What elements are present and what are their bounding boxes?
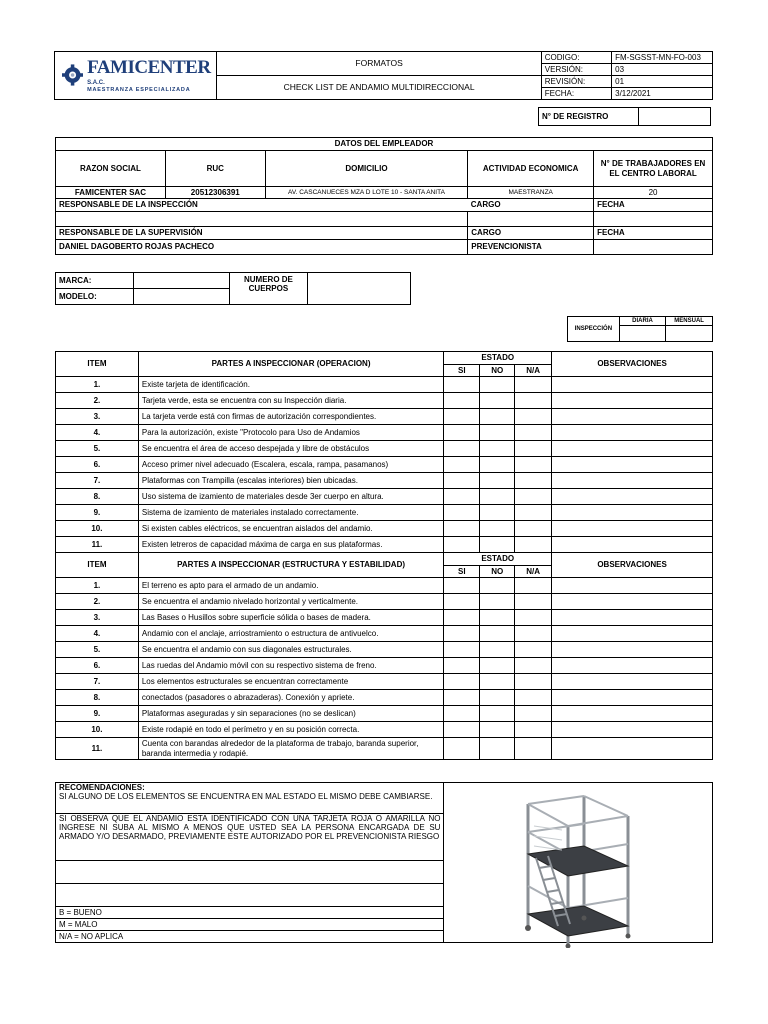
company-logo-cell bbox=[55, 52, 217, 100]
resp-inspeccion-field[interactable] bbox=[56, 212, 468, 227]
estado-si-cell[interactable] bbox=[444, 505, 480, 521]
codigo-label: CODIGO: bbox=[541, 52, 611, 64]
estado-no-cell[interactable] bbox=[480, 425, 515, 441]
item-number: 5. bbox=[56, 642, 139, 658]
registro-table bbox=[538, 107, 711, 126]
observaciones-cell[interactable] bbox=[552, 489, 713, 505]
page-title: CHECK LIST DE ANDAMIO MULTIDIRECCIONAL bbox=[217, 76, 541, 100]
item-description: Plataformas con Trampilla (escalas interiores) bien ubicadas. bbox=[138, 473, 443, 489]
checklist-row bbox=[56, 489, 713, 505]
estado-na-cell[interactable] bbox=[515, 738, 552, 760]
legend-bueno: B = BUENO bbox=[56, 907, 444, 919]
checklist-row bbox=[56, 409, 713, 425]
item-number: 8. bbox=[56, 489, 139, 505]
item-description: Sistema de izamiento de materiales instalado correctamente. bbox=[138, 505, 443, 521]
observaciones-cell[interactable] bbox=[552, 706, 713, 722]
observaciones-header: OBSERVACIONES bbox=[552, 553, 713, 578]
fecha-label-1: FECHA bbox=[594, 199, 713, 212]
item-header: ITEM bbox=[56, 553, 139, 578]
fecha-label: FECHA: bbox=[541, 88, 611, 100]
estado-na-cell[interactable] bbox=[515, 578, 552, 594]
company-logo-suffix: S.A.C. bbox=[87, 79, 105, 86]
legend-malo: M = MALO bbox=[56, 919, 444, 931]
item-number: 11. bbox=[56, 537, 139, 553]
estado-na-cell[interactable] bbox=[515, 706, 552, 722]
revision-label: REVISIÓN: bbox=[541, 76, 611, 88]
parts-header-estructura: PARTES A INSPECCIONAR (ESTRUCTURA Y ESTABILIDAD) bbox=[138, 553, 443, 578]
observaciones-cell[interactable] bbox=[552, 738, 713, 760]
item-description: Para la autorización, existe "Protocolo para Uso de Andamios bbox=[138, 425, 443, 441]
inspection-type-table bbox=[567, 316, 713, 342]
estado-no-cell[interactable] bbox=[480, 690, 515, 706]
fecha-field-1[interactable] bbox=[594, 212, 713, 227]
recommendations-text-2: SI OBSERVA QUE EL ANDAMIO ESTA IDENTIFICADO CON UNA TARJETA ROJA O AMARILLA NO INGRESE NI SUBA AL MISMO A MENOS QUE USTED SEA LA PERSONA ENCARGADA DE SU ARMADO Y/O DESARMADO, PREVIAMENTE ESTE AUTORIZADO POR EL PREVENCIONISTA RIESGO bbox=[56, 814, 444, 861]
estado-no-cell[interactable] bbox=[480, 409, 515, 425]
estado-no-cell[interactable] bbox=[480, 594, 515, 610]
item-number: 3. bbox=[56, 610, 139, 626]
observaciones-cell[interactable] bbox=[552, 425, 713, 441]
estado-si-cell[interactable] bbox=[444, 738, 480, 760]
item-number: 9. bbox=[56, 706, 139, 722]
estado-si-cell[interactable] bbox=[444, 610, 480, 626]
item-number: 7. bbox=[56, 674, 139, 690]
ruc-value: 20512306391 bbox=[165, 187, 265, 199]
estado-si-cell[interactable] bbox=[444, 393, 480, 409]
parts-header-operacion: PARTES A INSPECCIONAR (OPERACION) bbox=[138, 352, 443, 377]
actividad-value: MAESTRANZA bbox=[468, 187, 594, 199]
estado-no-cell[interactable] bbox=[480, 706, 515, 722]
resp-supervision-label: RESPONSABLE DE LA SUPERVISIÓN bbox=[56, 227, 468, 240]
notes-field[interactable] bbox=[56, 884, 444, 907]
checklist-row bbox=[56, 706, 713, 722]
revision-value: 01 bbox=[612, 76, 713, 88]
observaciones-cell[interactable] bbox=[552, 473, 713, 489]
company-logo-subtitle: MAESTRANZA ESPECIALIZADA bbox=[87, 86, 191, 93]
estado-na-cell[interactable] bbox=[515, 409, 552, 425]
observaciones-cell[interactable] bbox=[552, 377, 713, 393]
checklist-row bbox=[56, 505, 713, 521]
estado-si-cell[interactable] bbox=[444, 457, 480, 473]
observaciones-cell[interactable] bbox=[552, 642, 713, 658]
item-number: 7. bbox=[56, 473, 139, 489]
version-value: 03 bbox=[612, 64, 713, 76]
item-description: Existen letreros de capacidad máxima de carga en sus plataformas. bbox=[138, 537, 443, 553]
checklist-row bbox=[56, 738, 713, 760]
estado-no-cell[interactable] bbox=[480, 674, 515, 690]
item-description: Existe rodapié en todo el perímetro y en su posición correcta. bbox=[138, 722, 443, 738]
estado-si-cell[interactable] bbox=[444, 594, 480, 610]
company-logo-text: FAMICENTER bbox=[87, 56, 211, 78]
si-header: SI bbox=[444, 365, 480, 377]
item-number: 10. bbox=[56, 521, 139, 537]
gear-icon bbox=[62, 60, 83, 90]
item-number: 9. bbox=[56, 505, 139, 521]
no-header: NO bbox=[480, 365, 515, 377]
estado-si-cell[interactable] bbox=[444, 690, 480, 706]
estado-si-cell[interactable] bbox=[444, 489, 480, 505]
item-description: Tarjeta verde, esta se encuentra con su Inspección diaria. bbox=[138, 393, 443, 409]
inspeccion-label: INSPECCIÓN bbox=[568, 317, 620, 342]
razon-social-value: FAMICENTER SAC bbox=[56, 187, 166, 199]
estado-si-cell[interactable] bbox=[444, 409, 480, 425]
item-number: 11. bbox=[56, 738, 139, 760]
estado-na-cell[interactable] bbox=[515, 425, 552, 441]
estado-si-cell[interactable] bbox=[444, 441, 480, 457]
observaciones-cell[interactable] bbox=[552, 610, 713, 626]
modelo-field[interactable] bbox=[133, 289, 229, 305]
cuerpos-field[interactable] bbox=[308, 273, 411, 305]
estado-no-cell[interactable] bbox=[480, 393, 515, 409]
estado-si-cell[interactable] bbox=[444, 473, 480, 489]
checklist-row bbox=[56, 722, 713, 738]
estado-na-cell[interactable] bbox=[515, 521, 552, 537]
item-description: Se encuentra el área de acceso despejada y libre de obstáculos bbox=[138, 441, 443, 457]
item-number: 4. bbox=[56, 425, 139, 441]
item-number: 3. bbox=[56, 409, 139, 425]
checklist-row bbox=[56, 594, 713, 610]
checklist-row bbox=[56, 521, 713, 537]
estado-no-cell[interactable] bbox=[480, 722, 515, 738]
checklist-row bbox=[56, 537, 713, 553]
observaciones-cell[interactable] bbox=[552, 594, 713, 610]
item-number: 2. bbox=[56, 393, 139, 409]
estado-si-cell[interactable] bbox=[444, 425, 480, 441]
estado-si-cell[interactable] bbox=[444, 377, 480, 393]
estado-si-cell[interactable] bbox=[444, 626, 480, 642]
estado-no-cell[interactable] bbox=[480, 578, 515, 594]
cargo-label-1: CARGO bbox=[468, 199, 594, 212]
estado-si-cell[interactable] bbox=[444, 537, 480, 553]
estado-na-cell[interactable] bbox=[515, 537, 552, 553]
item-description: Los elementos estructurales se encuentran correctamente bbox=[138, 674, 443, 690]
notes-field[interactable] bbox=[56, 861, 444, 884]
marca-label: MARCA: bbox=[56, 273, 134, 289]
observaciones-cell[interactable] bbox=[552, 658, 713, 674]
mensual-label: MENSUAL bbox=[666, 317, 713, 326]
observaciones-cell[interactable] bbox=[552, 626, 713, 642]
checklist-row bbox=[56, 377, 713, 393]
checklist-row bbox=[56, 626, 713, 642]
estado-na-cell[interactable] bbox=[515, 642, 552, 658]
checklist-row bbox=[56, 393, 713, 409]
item-description: conectados (pasadores o abrazaderas). Conexión y apriete. bbox=[138, 690, 443, 706]
item-description: Acceso primer nivel adecuado (Escalera, escala, rampa, pasamanos) bbox=[138, 457, 443, 473]
estado-header: ESTADO bbox=[444, 352, 552, 365]
item-description: Andamio con el anclaje, arriostramiento o estructura de antivuelco. bbox=[138, 626, 443, 642]
estado-header: ESTADO bbox=[444, 553, 552, 566]
item-description: El terreno es apto para el armado de un andamio. bbox=[138, 578, 443, 594]
estado-na-cell[interactable] bbox=[515, 690, 552, 706]
estado-si-cell[interactable] bbox=[444, 674, 480, 690]
domicilio-value: AV. CASCANUECES MZA D LOTE 10 - SANTA ANITA bbox=[265, 187, 468, 199]
modelo-label: MODELO: bbox=[56, 289, 134, 305]
estado-no-cell[interactable] bbox=[480, 610, 515, 626]
form-type-label: FORMATOS bbox=[217, 52, 541, 76]
checklist-table bbox=[55, 351, 713, 760]
item-description: La tarjeta verde está con firmas de autorización correspondientes. bbox=[138, 409, 443, 425]
observaciones-cell[interactable] bbox=[552, 457, 713, 473]
employer-table bbox=[55, 137, 713, 255]
item-description: Se encuentra el andamio nivelado horizontal y verticalmente. bbox=[138, 594, 443, 610]
observaciones-cell[interactable] bbox=[552, 674, 713, 690]
estado-no-cell[interactable] bbox=[480, 377, 515, 393]
fecha-label-2: FECHA bbox=[594, 227, 713, 240]
estado-na-cell[interactable] bbox=[515, 505, 552, 521]
estado-na-cell[interactable] bbox=[515, 473, 552, 489]
recommendations-block bbox=[56, 783, 444, 814]
employer-section-title: DATOS DEL EMPLEADOR bbox=[56, 138, 713, 151]
estado-na-cell[interactable] bbox=[515, 377, 552, 393]
estado-no-cell[interactable] bbox=[480, 738, 515, 760]
estado-no-cell[interactable] bbox=[480, 457, 515, 473]
legend-no-aplica: N/A = NO APLICA bbox=[56, 931, 444, 943]
checklist-row bbox=[56, 642, 713, 658]
estado-si-cell[interactable] bbox=[444, 658, 480, 674]
estado-si-cell[interactable] bbox=[444, 578, 480, 594]
estado-no-cell[interactable] bbox=[480, 626, 515, 642]
checklist-row bbox=[56, 658, 713, 674]
item-number: 1. bbox=[56, 377, 139, 393]
estado-no-cell[interactable] bbox=[480, 441, 515, 457]
observaciones-header: OBSERVACIONES bbox=[552, 352, 713, 377]
version-label: VERSIÓN: bbox=[541, 64, 611, 76]
col-domicilio: DOMICILIO bbox=[265, 151, 468, 187]
codigo-value: FM-SGSST-MN-FO-003 bbox=[612, 52, 713, 64]
supervisor-cargo: PREVENCIONISTA bbox=[468, 240, 594, 255]
item-number: 5. bbox=[56, 441, 139, 457]
item-description: Las Bases o Husillos sobre superficie sólida o bases de madera. bbox=[138, 610, 443, 626]
estado-na-cell[interactable] bbox=[515, 457, 552, 473]
trabajadores-value: 20 bbox=[594, 187, 713, 199]
na-header: N/A bbox=[515, 365, 552, 377]
estado-na-cell[interactable] bbox=[515, 594, 552, 610]
observaciones-cell[interactable] bbox=[552, 578, 713, 594]
na-header: N/A bbox=[515, 566, 552, 578]
observaciones-cell[interactable] bbox=[552, 521, 713, 537]
estado-na-cell[interactable] bbox=[515, 722, 552, 738]
item-description: Plataformas aseguradas y sin separaciones (no se deslican) bbox=[138, 706, 443, 722]
col-ruc: RUC bbox=[165, 151, 265, 187]
estado-si-cell[interactable] bbox=[444, 521, 480, 537]
estado-si-cell[interactable] bbox=[444, 642, 480, 658]
cuerpos-label: NUMERO DE CUERPOS bbox=[229, 273, 308, 305]
item-description: Si existen cables eléctricos, se encuentran aislados del andamio. bbox=[138, 521, 443, 537]
registro-label: N° DE REGISTRO bbox=[539, 108, 639, 126]
fecha-value: 3/12/2021 bbox=[612, 88, 713, 100]
marca-field[interactable] bbox=[133, 273, 229, 289]
resp-inspeccion-label: RESPONSABLE DE LA INSPECCIÓN bbox=[56, 199, 468, 212]
item-number: 6. bbox=[56, 658, 139, 674]
estado-no-cell[interactable] bbox=[480, 658, 515, 674]
diaria-label: DIARIA bbox=[619, 317, 665, 326]
item-number: 6. bbox=[56, 457, 139, 473]
observaciones-cell[interactable] bbox=[552, 505, 713, 521]
estado-na-cell[interactable] bbox=[515, 610, 552, 626]
estado-na-cell[interactable] bbox=[515, 626, 552, 642]
cargo-label-2: CARGO bbox=[468, 227, 594, 240]
col-trabajadores: N° DE TRABAJADORES EN EL CENTRO LABORAL bbox=[594, 151, 713, 187]
item-number: 10. bbox=[56, 722, 139, 738]
item-number: 4. bbox=[56, 626, 139, 642]
estado-si-cell[interactable] bbox=[444, 706, 480, 722]
item-description: Existe tarjeta de identificación. bbox=[138, 377, 443, 393]
checklist-row bbox=[56, 674, 713, 690]
observaciones-cell[interactable] bbox=[552, 409, 713, 425]
scaffold-illustration bbox=[506, 786, 656, 948]
recommendations-title: RECOMENDACIONES: bbox=[59, 783, 145, 792]
item-number: 8. bbox=[56, 690, 139, 706]
item-description: Las ruedas del Andamio móvil con su respectivo sistema de freno. bbox=[138, 658, 443, 674]
estado-na-cell[interactable] bbox=[515, 489, 552, 505]
registro-field[interactable] bbox=[638, 108, 710, 126]
equipment-table bbox=[55, 272, 411, 305]
item-description: Se encuentra el andamio con sus diagonales estructurales. bbox=[138, 642, 443, 658]
observaciones-cell[interactable] bbox=[552, 537, 713, 553]
observaciones-cell[interactable] bbox=[552, 441, 713, 457]
supervisor-name: DANIEL DAGOBERTO ROJAS PACHECO bbox=[56, 240, 468, 255]
observaciones-cell[interactable] bbox=[552, 393, 713, 409]
checklist-row bbox=[56, 425, 713, 441]
item-description: Uso sistema de izamiento de materiales desde 3er cuerpo en altura. bbox=[138, 489, 443, 505]
col-actividad: ACTIVIDAD ECONOMICA bbox=[468, 151, 594, 187]
recommendations-text-1: SI ALGUNO DE LOS ELEMENTOS SE ENCUENTRA EN MAL ESTADO EL MISMO DEBE CAMBIARSE. bbox=[59, 792, 433, 802]
estado-no-cell[interactable] bbox=[480, 489, 515, 505]
item-number: 2. bbox=[56, 594, 139, 610]
estado-no-cell[interactable] bbox=[480, 505, 515, 521]
observaciones-cell[interactable] bbox=[552, 722, 713, 738]
estado-na-cell[interactable] bbox=[515, 393, 552, 409]
estado-no-cell[interactable] bbox=[480, 642, 515, 658]
item-header: ITEM bbox=[56, 352, 139, 377]
checklist-row bbox=[56, 578, 713, 594]
checklist-row bbox=[56, 473, 713, 489]
checklist-row bbox=[56, 457, 713, 473]
observaciones-cell[interactable] bbox=[552, 690, 713, 706]
checklist-row bbox=[56, 441, 713, 457]
col-razon-social: RAZON SOCIAL bbox=[56, 151, 166, 187]
no-header: NO bbox=[480, 566, 515, 578]
estado-si-cell[interactable] bbox=[444, 722, 480, 738]
estado-no-cell[interactable] bbox=[480, 521, 515, 537]
estado-no-cell[interactable] bbox=[480, 537, 515, 553]
estado-na-cell[interactable] bbox=[515, 441, 552, 457]
estado-na-cell[interactable] bbox=[515, 658, 552, 674]
checklist-row bbox=[56, 610, 713, 626]
item-number: 1. bbox=[56, 578, 139, 594]
cargo-field-1[interactable] bbox=[468, 212, 594, 227]
fecha-field-2[interactable] bbox=[594, 240, 713, 255]
mensual-checkbox[interactable] bbox=[666, 326, 713, 342]
checklist-row bbox=[56, 690, 713, 706]
estado-na-cell[interactable] bbox=[515, 674, 552, 690]
estado-no-cell[interactable] bbox=[480, 473, 515, 489]
diaria-checkbox[interactable] bbox=[619, 326, 665, 342]
item-description: Cuenta con barandas alrededor de la plataforma de trabajo, baranda superior, baranda intermedia y rodapié. bbox=[138, 738, 443, 760]
header-table bbox=[54, 51, 713, 100]
si-header: SI bbox=[444, 566, 480, 578]
